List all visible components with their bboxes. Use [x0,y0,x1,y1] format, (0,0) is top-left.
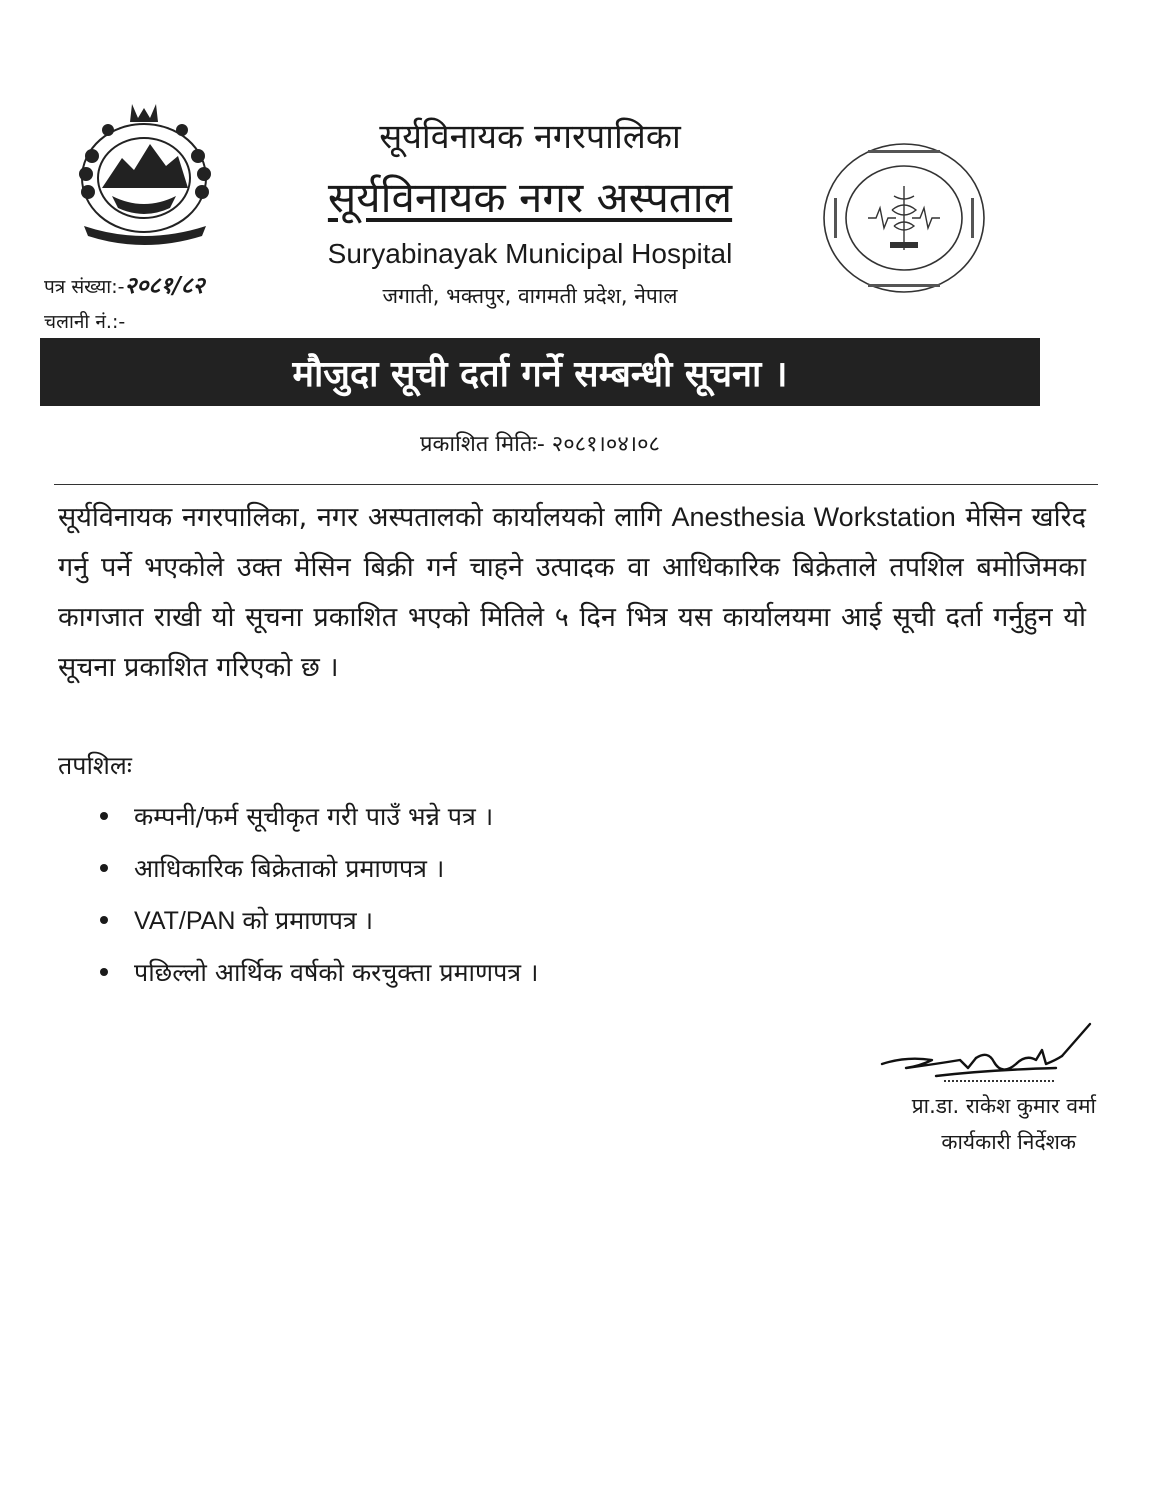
divider [54,484,1098,485]
nepal-emblem-icon [62,96,227,246]
signatory-name: प्रा.डा. राकेश कुमार वर्मा [911,1094,1096,1118]
list-item [100,790,539,842]
reference-value: २०८१/८२ [124,272,205,299]
document-item: कम्पनी/फर्म सूचीकृत गरी पाउँ भन्ने पत्र । [134,802,494,831]
notice-body [58,492,1086,693]
reference-label: पत्र संख्या:- [44,276,125,298]
hospital-name-nepali: सूर्यविनायक नगर अस्पताल [327,173,733,222]
document-item: आधिकारिक बिक्रेताको प्रमाणपत्र । [134,854,445,883]
list-item [100,894,539,946]
municipality-name: सूर्यविनायक नगरपालिका [379,117,681,157]
notice-title-banner [40,338,1040,406]
list-item [100,842,539,894]
bullet-icon [100,812,108,820]
dispatch-number-label: चलानी नं.:- [44,311,126,333]
required-documents-list [100,790,539,998]
document-item: पछिल्लो आर्थिक वर्षको करचुक्ता प्रमाणपत्र । [134,958,539,987]
notice-body-part1: सूर्यविनायक नगरपालिका, नगर अस्पतालको कार्यालयको लागि [58,502,672,533]
bullet-icon [100,864,108,872]
list-item [100,946,539,998]
bullet-icon [100,968,108,976]
signatory-title: कार्यकारी निर्देशक [941,1130,1076,1154]
bullet-icon [100,916,108,924]
notice-body-part2: मेसिन खरिद गर्नु पर्ने भएकोले उक्त मेसिन बिक्री गर्न चाहने उत्पादक वा आधिकारिक बिक्रेताले तपशिल बमोजिमका कागजात राखी यो सूचना प्रकाशित भएको मितिले ५ दिन भित्र यस कार्यालयमा आई सूची दर्ता गर्नुहुन यो सूचना प्रकाशित गरिएको छ । [58,502,1087,683]
hospital-name-english: Suryabinayak Municipal Hospital [327,238,733,269]
equipment-name: Anesthesia Workstation [671,502,956,532]
document-item: VAT/PAN को प्रमाणपत्र । [134,907,374,935]
signature-line [944,1080,1054,1082]
documents-heading: तपशिलः [58,751,132,780]
published-date: प्रकाशित मितिः- २०८१।०४।०८ [420,432,660,457]
notice-title: मौजुदा सूची दर्ता गर्ने सम्बन्धी सूचना । [292,353,788,395]
reference-number [44,268,205,300]
hospital-address: जगाती, भक्तपुर, वागमती प्रदेश, नेपाल [382,284,678,308]
hospital-seal-icon [818,138,990,298]
